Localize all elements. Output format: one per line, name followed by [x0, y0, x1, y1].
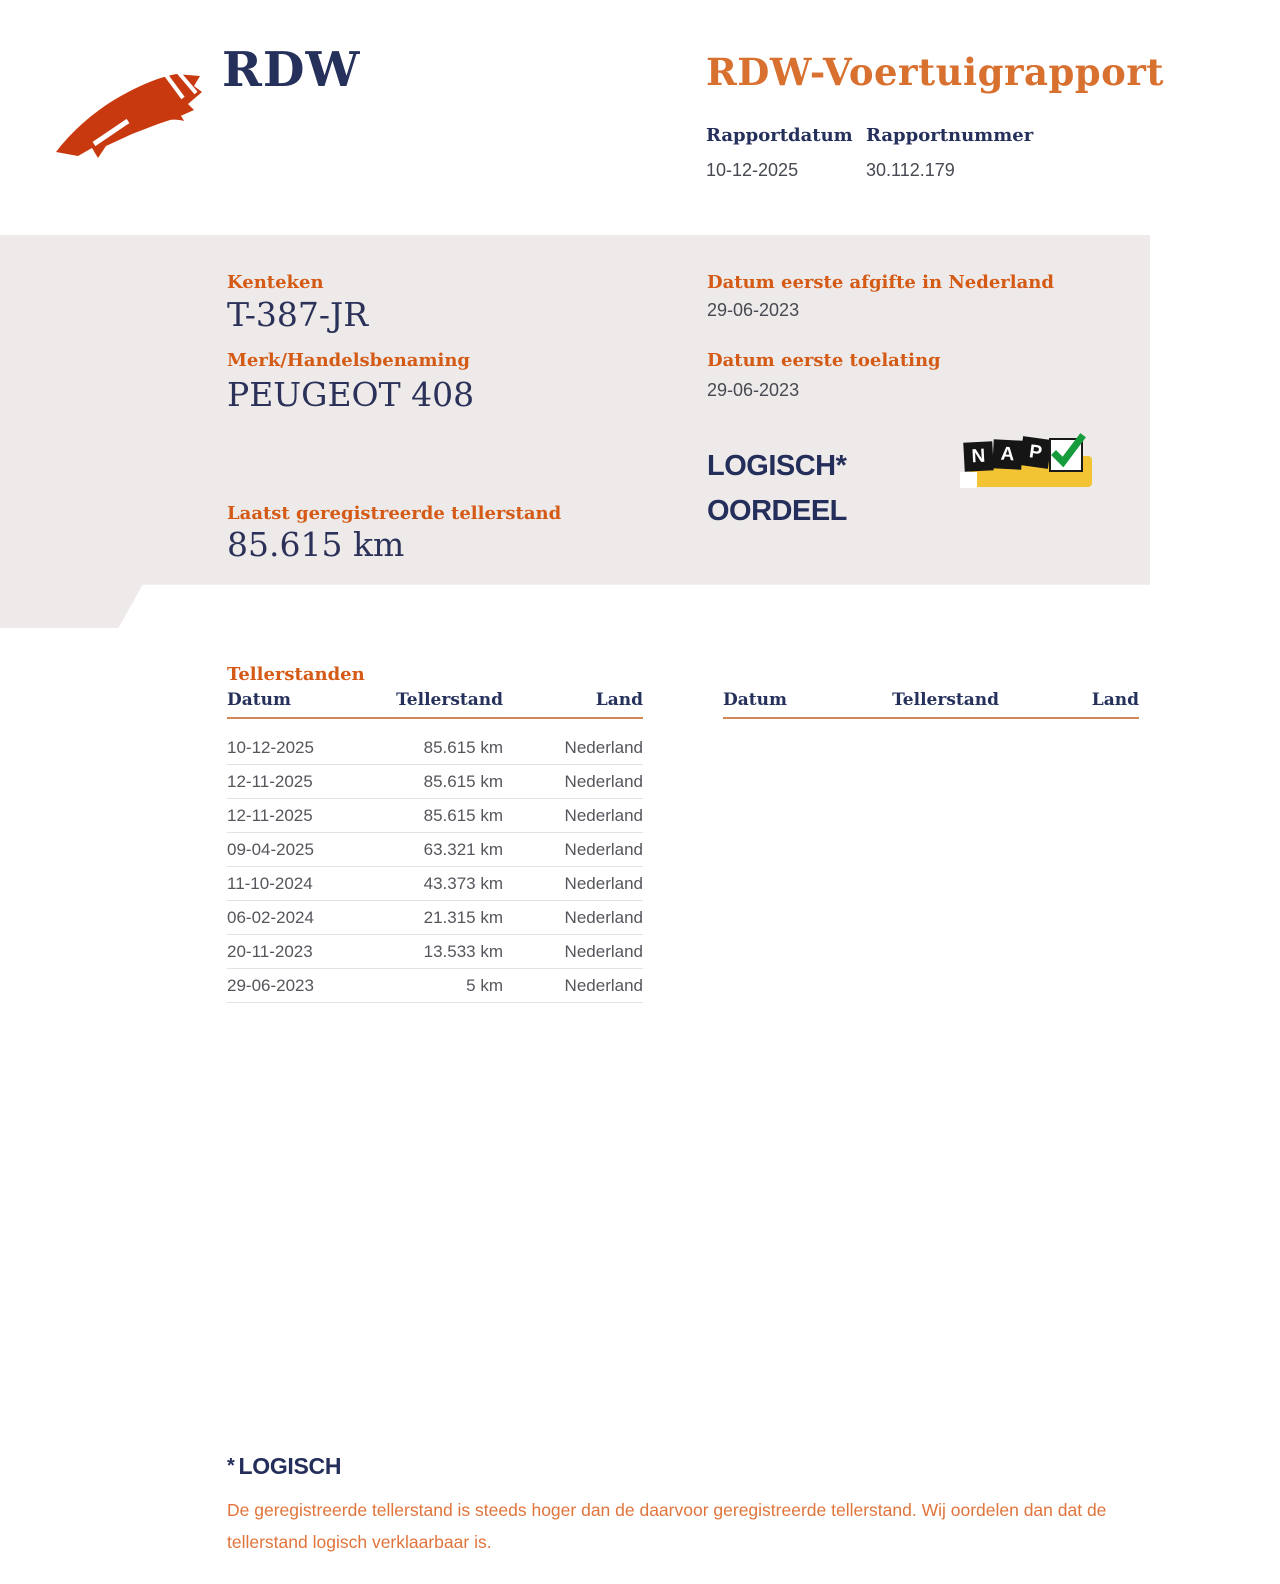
cell-land: Nederland — [564, 873, 643, 893]
cell-land: Nederland — [564, 805, 643, 825]
column-header-datum: Datum — [227, 690, 291, 710]
cell-land: Nederland — [564, 907, 643, 927]
column-header-datum-right: Datum — [723, 690, 787, 710]
column-header-land-right: Land — [1091, 690, 1139, 710]
footnote-heading — [227, 1453, 341, 1480]
nap-letter-tile-p: P — [1019, 436, 1052, 469]
cell-datum: 06-02-2024 — [227, 907, 314, 927]
mileage-table-header-right — [723, 690, 1139, 719]
mileage-rows-right-empty — [723, 719, 1139, 731]
laatste-tellerstand-label: Laatst geregistreerde tellerstand — [227, 503, 562, 524]
eerste-afgifte-label: Datum eerste afgifte in Nederland — [707, 272, 1054, 293]
table-row — [227, 969, 643, 1003]
report-number-value: 30.112.179 — [866, 160, 955, 180]
cell-tellerstand: 21.315 km — [423, 907, 503, 927]
merk-label: Merk/Handelsbenaming — [227, 350, 471, 371]
rdw-wordmark: RDW — [222, 42, 361, 98]
merk-value: PEUGEOT 408 — [227, 375, 475, 414]
table-row — [227, 935, 643, 969]
report-date-label: Rapportdatum — [706, 125, 853, 146]
cell-datum: 11-10-2024 — [227, 873, 313, 893]
green-checkmark-icon — [1052, 441, 1080, 469]
column-header-tellerstand-right: Tellerstand — [892, 690, 999, 710]
table-row — [227, 867, 643, 901]
cell-datum: 29-06-2023 — [227, 975, 314, 995]
report-date-value: 10-12-2025 — [706, 160, 799, 180]
page-title: RDW-Voertuigrapport — [706, 50, 1164, 94]
nap-white-notch — [960, 472, 977, 488]
footnote-asterisk: * — [227, 1455, 235, 1477]
nap-checkbox-tile — [1049, 438, 1083, 472]
eerste-toelating-value: 29-06-2023 — [707, 380, 800, 400]
nap-logo — [952, 428, 1102, 494]
cell-datum: 10-12-2025 — [227, 737, 314, 757]
laatste-tellerstand-value: 85.615 km — [227, 525, 405, 564]
footnote-heading-text: LOGISCH — [238, 1453, 342, 1479]
tellerstanden-heading: Tellerstanden — [227, 664, 365, 685]
mileage-table-header — [227, 690, 643, 719]
oordeel-line2: OORDEEL — [707, 495, 847, 527]
footnote-body: De geregistreerde tellerstand is steeds hoger dan de daarvoor geregistreerde tellerstand. Wij oordelen dan dat de tellerstand logisch verklaarbaar is. — [227, 1500, 1107, 1552]
table-row — [227, 799, 643, 833]
column-header-tellerstand: Tellerstand — [396, 690, 503, 710]
kenteken-value: T-387-JR — [227, 295, 369, 334]
oordeel-line1: LOGISCH* — [707, 450, 847, 482]
table-row — [227, 765, 643, 799]
rdw-feather-logo-icon — [48, 60, 208, 170]
report-number-label: Rapportnummer — [866, 125, 1034, 146]
table-row — [227, 901, 643, 935]
cell-datum: 20-11-2023 — [227, 941, 313, 961]
table-row — [227, 833, 643, 867]
cell-tellerstand: 85.615 km — [423, 737, 503, 757]
table-row — [227, 731, 643, 765]
cell-land: Nederland — [564, 941, 643, 961]
kenteken-label: Kenteken — [227, 272, 324, 293]
cell-datum: 09-04-2025 — [227, 839, 314, 859]
cell-land: Nederland — [564, 771, 643, 791]
nap-letter-tile-n: N — [963, 441, 993, 471]
eerste-afgifte-value: 29-06-2023 — [707, 300, 800, 320]
cell-tellerstand: 63.321 km — [423, 839, 503, 859]
cell-tellerstand: 5 km — [466, 975, 503, 995]
cell-tellerstand: 85.615 km — [423, 805, 503, 825]
cell-land: Nederland — [564, 737, 643, 757]
eerste-toelating-label: Datum eerste toelating — [707, 350, 941, 371]
cell-datum: 12-11-2025 — [227, 771, 313, 791]
cell-land: Nederland — [564, 975, 643, 995]
column-header-land: Land — [595, 690, 643, 710]
cell-tellerstand: 43.373 km — [423, 873, 503, 893]
nap-letter-tile-a: A — [992, 439, 1022, 469]
cell-tellerstand: 13.533 km — [423, 941, 503, 961]
cell-land: Nederland — [564, 839, 643, 859]
mileage-table-right — [723, 690, 1139, 731]
cell-datum: 12-11-2025 — [227, 805, 313, 825]
cell-tellerstand: 85.615 km — [423, 771, 503, 791]
mileage-table-left — [227, 690, 643, 1003]
mileage-rows — [227, 719, 643, 1003]
